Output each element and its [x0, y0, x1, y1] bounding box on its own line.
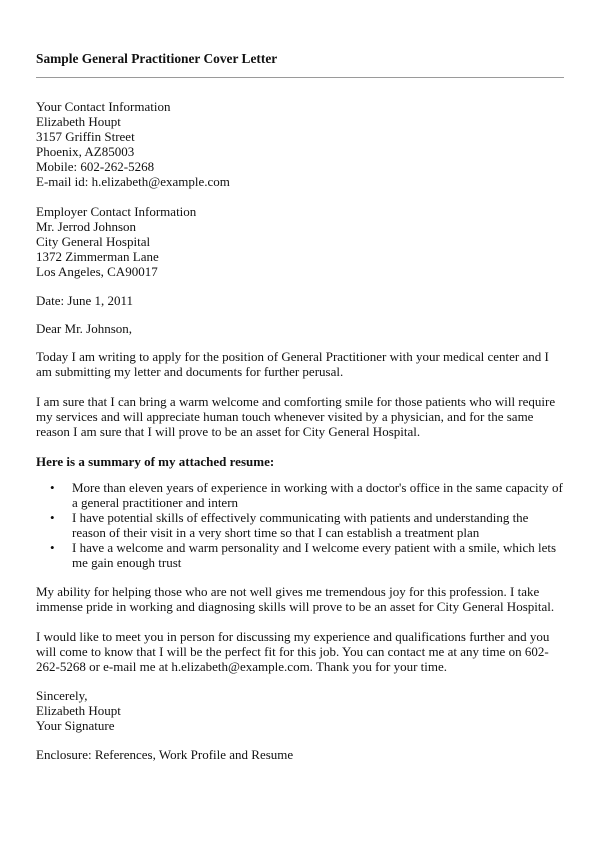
sign-off: Sincerely, [36, 688, 88, 703]
list-item [36, 480, 564, 510]
closing-block [36, 688, 564, 733]
employer-name: Mr. Jerrod Johnson [36, 219, 137, 234]
bullet-icon: • [50, 510, 55, 525]
sender-street: 3157 Griffin Street [36, 129, 135, 144]
employer-contact-block [36, 204, 564, 279]
bullet-text: I have a welcome and warm personality and I welcome every patient with a smile, which lets me gain enough trust [72, 540, 557, 570]
letter-date: Date: June 1, 2011 [36, 293, 133, 308]
bullet-icon: • [50, 540, 55, 555]
enclosure-line: Enclosure: References, Work Profile and Resume [36, 747, 294, 762]
list-item [36, 540, 564, 570]
employer-company: City General Hospital [36, 234, 151, 249]
employer-city: Los Angeles, CA90017 [36, 264, 158, 279]
resume-summary-list [36, 480, 564, 570]
closing-name: Elizabeth Houpt [36, 703, 121, 718]
bullet-text: I have potential skills of effectively communicating with patients and understanding the reason of their visit in a very short time so that I can establish a treatment plan [72, 510, 529, 540]
sender-contact-block [36, 99, 564, 189]
sender-mobile: Mobile: 602-262-5268 [36, 159, 155, 174]
sender-name: Elizabeth Houpt [36, 114, 121, 129]
salutation: Dear Mr. Johnson, [36, 321, 133, 336]
employer-street: 1372 Zimmerman Lane [36, 249, 159, 264]
document-title: Sample General Practitioner Cover Letter [36, 51, 278, 66]
employer-heading: Employer Contact Information [36, 204, 197, 219]
bullet-text: More than eleven years of experience in working with a doctor's office in the same capacity of a general practitioner and intern [72, 480, 563, 510]
cover-letter-page [36, 51, 564, 762]
paragraph-intro: Today I am writing to apply for the position of General Practitioner with your medical center and I am submitting my letter and documents for further perusal. [36, 349, 549, 379]
title-divider [36, 77, 564, 78]
paragraph-ability: My ability for helping those who are not well gives me tremendous joy for this profession. I take immense pride in working and diagnosing skills will prove to be an asset for City General Hospital. [36, 584, 555, 614]
sender-heading: Your Contact Information [36, 99, 171, 114]
sender-city: Phoenix, AZ85003 [36, 144, 135, 159]
paragraph-qualities: I am sure that I can bring a warm welcome and comforting smile for those patients who will require my services and will appreciate human touch whenever visited by a physician, and for the same reason I am sure that I will prove to be an asset for City General Hospital. [36, 394, 556, 439]
sender-email: E-mail id: h.elizabeth@example.com [36, 174, 230, 189]
signature: Your Signature [36, 718, 115, 733]
summary-heading: Here is a summary of my attached resume: [36, 454, 275, 469]
list-item [36, 510, 564, 540]
paragraph-contact: I would like to meet you in person for discussing my experience and qualifications further and you will come to know that I will be the perfect fit for this job. You can contact me at any time on 602-262-5268 or e-mail me at h.elizabeth@example.com. Thank you for your time. [36, 629, 550, 674]
bullet-icon: • [50, 480, 55, 495]
